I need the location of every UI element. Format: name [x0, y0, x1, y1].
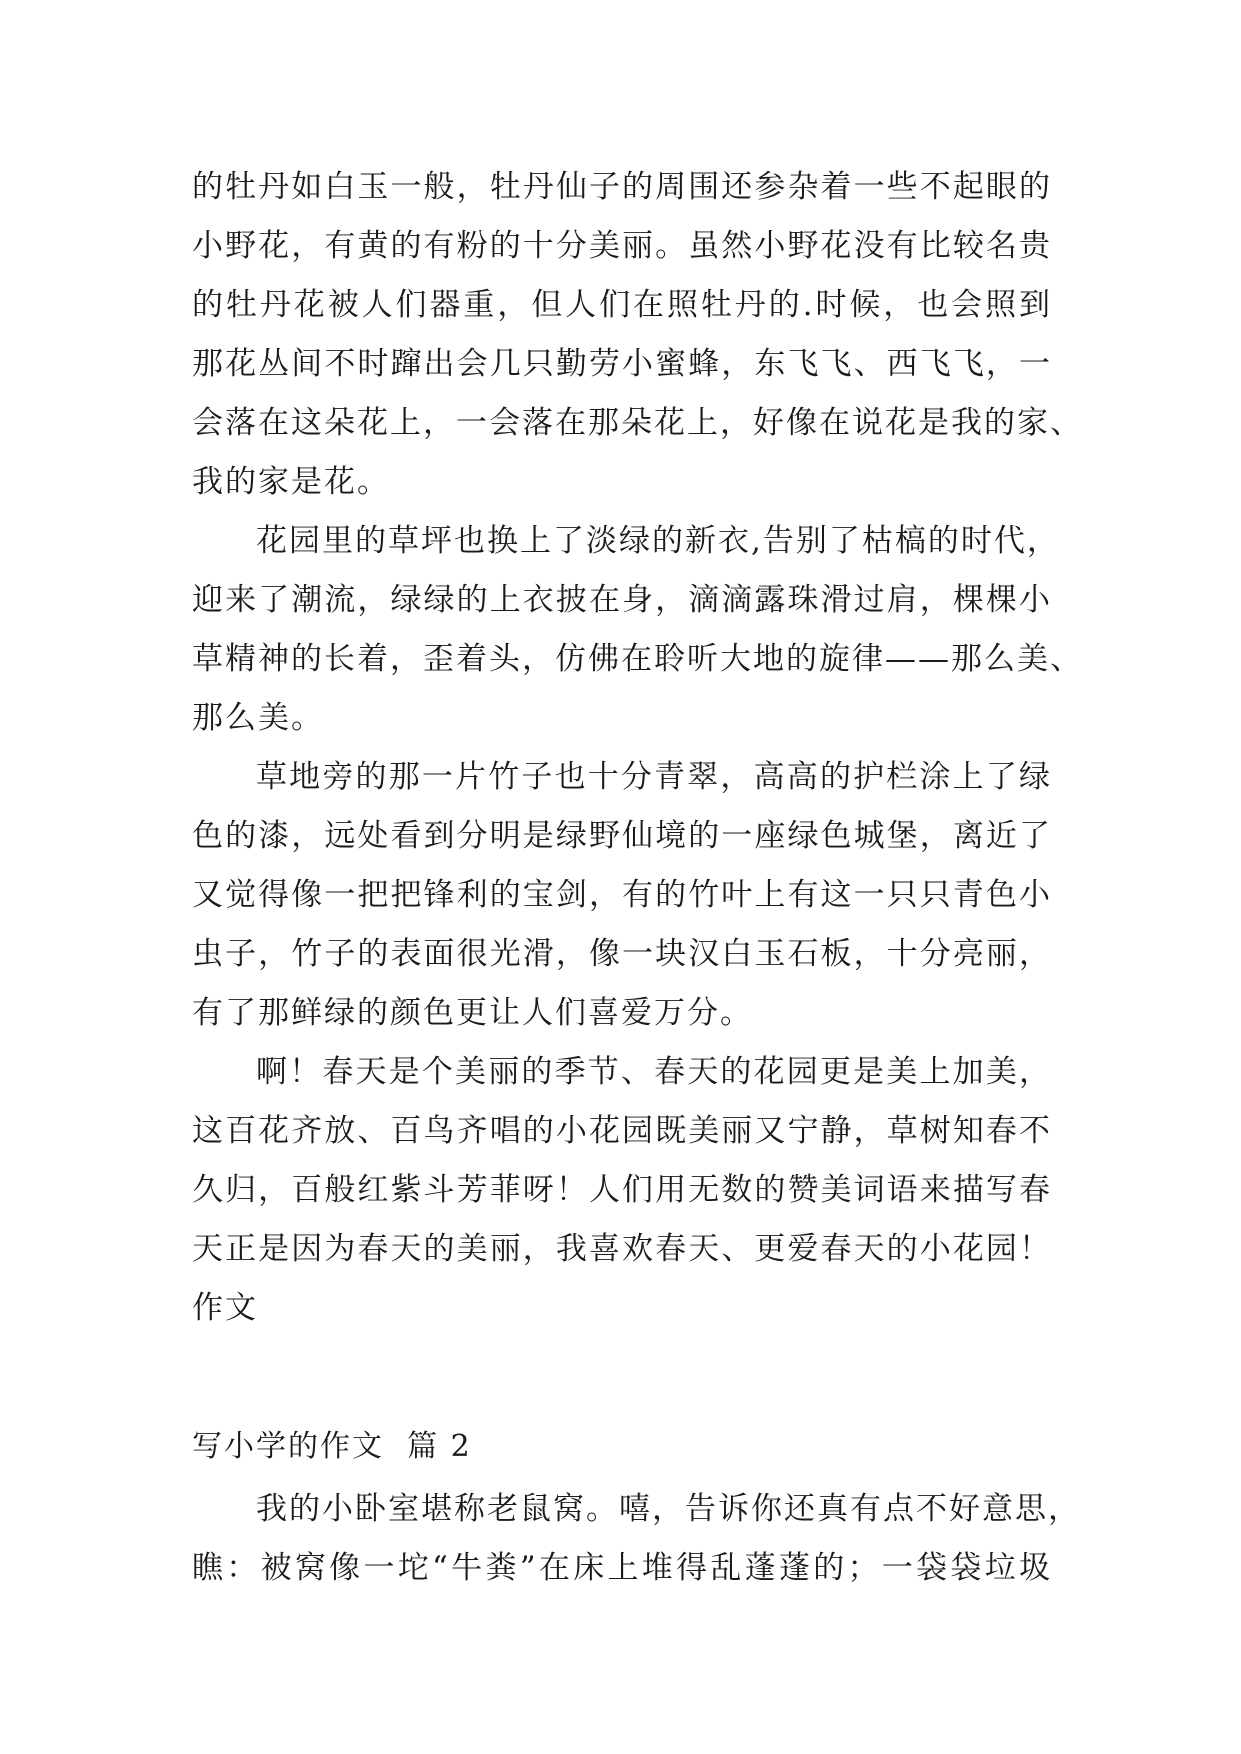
paragraph	[192, 1480, 1081, 1598]
text-line: 花园里的草坪也换上了淡绿的新衣,告别了枯槁的时代，	[256, 523, 1060, 559]
text-line: 有了那鲜绿的颜色更让人们喜爱万分。	[192, 995, 753, 1031]
paragraph	[192, 158, 1083, 512]
text-line: 作文	[192, 1290, 258, 1326]
text-line: 的牡丹如白玉一般，牡丹仙子的周围还参杂着一些不起眼的	[192, 169, 1052, 205]
text-line: 天正是因为春天的美丽，我喜欢春天、更爱春天的小花园！	[192, 1231, 1052, 1267]
text-line: 那花丛间不时蹿出会几只勤劳小蜜蜂，东飞飞、西飞飞，一	[192, 346, 1052, 382]
document-body	[192, 158, 1083, 1598]
text-line: 又觉得像一把把锋利的宝剑，有的竹叶上有这一只只青色小	[192, 877, 1052, 913]
text-line: 我的小卧室堪称老鼠窝。嘻，告诉你还真有点不好意思，	[256, 1491, 1081, 1527]
text-line: 那么美。	[192, 700, 324, 736]
paragraph	[192, 512, 1083, 748]
text-line: 我的家是花。	[192, 464, 390, 500]
text-line: 瞧：被窝像一坨“牛粪”在床上堆得乱蓬蓬的；一袋袋垃圾	[192, 1550, 1052, 1586]
text-line: 草地旁的那一片竹子也十分青翠，高高的护栏涂上了绿	[256, 759, 1052, 795]
section-heading: 写小学的作文 篇 2	[192, 1429, 472, 1464]
paragraph	[192, 748, 1052, 1043]
text-line: 迎来了潮流，绿绿的上衣披在身，滴滴露珠滑过肩，棵棵小	[192, 582, 1052, 618]
text-line: 啊！春天是个美丽的季节、春天的花园更是美上加美，	[256, 1054, 1052, 1090]
text-line: 小野花，有黄的有粉的十分美丽。虽然小野花没有比较名贵	[192, 228, 1052, 264]
text-line: 这百花齐放、百鸟齐唱的小花园既美丽又宁静，草树知春不	[192, 1113, 1052, 1149]
text-line: 会落在这朵花上，一会落在那朵花上，好像在说花是我的家、	[192, 405, 1083, 441]
text-line: 虫子，竹子的表面很光滑，像一块汉白玉石板，十分亮丽，	[192, 936, 1052, 972]
text-line: 的牡丹花被人们器重，但人们在照牡丹的.时候，也会照到	[192, 287, 1052, 323]
text-line: 草精神的长着，歪着头，仿佛在聆听大地的旋律——那么美、	[192, 641, 1083, 677]
text-line: 久归，百般红紫斗芳菲呀！人们用无数的赞美词语来描写春	[192, 1172, 1052, 1208]
text-line: 色的漆，远处看到分明是绿野仙境的一座绿色城堡，离近了	[192, 818, 1052, 854]
section-spacer	[192, 1338, 1052, 1397]
paragraph	[192, 1043, 1052, 1338]
